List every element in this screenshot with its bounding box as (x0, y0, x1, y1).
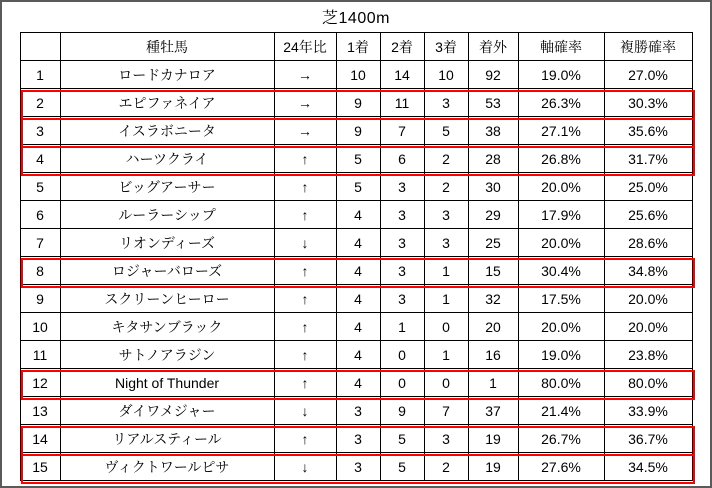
third-place-count: 2 (424, 453, 468, 481)
outside-count: 25 (468, 229, 518, 257)
stallion-name: イスラボニータ (60, 117, 274, 145)
table-header (20, 33, 692, 61)
row-index: 11 (20, 341, 60, 369)
first-place-count: 4 (336, 285, 380, 313)
yoy-trend-arrow: ↑ (274, 369, 336, 397)
yoy-trend-arrow: ↑ (274, 173, 336, 201)
stallion-name: サトノアラジン (60, 341, 274, 369)
yoy-trend-arrow: ↑ (274, 313, 336, 341)
row-index: 8 (20, 257, 60, 285)
header-row (20, 33, 692, 61)
second-place-count: 3 (380, 201, 424, 229)
third-place-count: 3 (424, 89, 468, 117)
axis-rate: 20.0% (518, 313, 604, 341)
table-row (20, 201, 692, 229)
third-place-count: 1 (424, 341, 468, 369)
third-place-count: 1 (424, 257, 468, 285)
axis-rate: 20.0% (518, 173, 604, 201)
yoy-trend-arrow: → (274, 89, 336, 117)
yoy-trend-arrow: ↑ (274, 425, 336, 453)
stallion-name: リオンディーズ (60, 229, 274, 257)
row-index: 2 (20, 89, 60, 117)
axis-rate: 27.6% (518, 453, 604, 481)
second-place-count: 6 (380, 145, 424, 173)
row-index: 13 (20, 397, 60, 425)
place-rate: 33.9% (604, 397, 692, 425)
row-index: 7 (20, 229, 60, 257)
table-row (20, 117, 692, 145)
place-rate: 28.6% (604, 229, 692, 257)
first-place-count: 4 (336, 201, 380, 229)
axis-rate: 17.9% (518, 201, 604, 229)
first-place-count: 4 (336, 229, 380, 257)
header-cell-index (20, 33, 60, 61)
place-rate: 27.0% (604, 61, 692, 89)
table-row (20, 89, 692, 117)
outside-count: 92 (468, 61, 518, 89)
first-place-count: 4 (336, 369, 380, 397)
row-index: 10 (20, 313, 60, 341)
yoy-trend-arrow: ↑ (274, 201, 336, 229)
row-index: 1 (20, 61, 60, 89)
axis-rate: 30.4% (518, 257, 604, 285)
yoy-trend-arrow: ↑ (274, 341, 336, 369)
place-rate: 25.0% (604, 173, 692, 201)
table-row (20, 229, 692, 257)
place-rate: 34.5% (604, 453, 692, 481)
header-cell-place-rate: 複勝確率 (604, 33, 692, 61)
first-place-count: 10 (336, 61, 380, 89)
row-index: 4 (20, 145, 60, 173)
yoy-trend-arrow: ↑ (274, 285, 336, 313)
third-place-count: 0 (424, 369, 468, 397)
axis-rate: 19.0% (518, 341, 604, 369)
outside-count: 15 (468, 257, 518, 285)
axis-rate: 21.4% (518, 397, 604, 425)
outside-count: 19 (468, 453, 518, 481)
second-place-count: 11 (380, 89, 424, 117)
outside-count: 20 (468, 313, 518, 341)
first-place-count: 4 (336, 341, 380, 369)
yoy-trend-arrow: ↓ (274, 453, 336, 481)
outside-count: 16 (468, 341, 518, 369)
stallion-name: ルーラーシップ (60, 201, 274, 229)
row-index: 9 (20, 285, 60, 313)
table-row (20, 425, 692, 453)
row-index: 6 (20, 201, 60, 229)
table-row (20, 61, 692, 89)
third-place-count: 7 (424, 397, 468, 425)
stallion-name: ヴィクトワールピサ (60, 453, 274, 481)
first-place-count: 9 (336, 89, 380, 117)
third-place-count: 1 (424, 285, 468, 313)
outside-count: 29 (468, 201, 518, 229)
yoy-trend-arrow: ↓ (274, 397, 336, 425)
first-place-count: 3 (336, 453, 380, 481)
outside-count: 28 (468, 145, 518, 173)
first-place-count: 9 (336, 117, 380, 145)
second-place-count: 3 (380, 285, 424, 313)
second-place-count: 1 (380, 313, 424, 341)
outside-count: 19 (468, 425, 518, 453)
axis-rate: 19.0% (518, 61, 604, 89)
axis-rate: 80.0% (518, 369, 604, 397)
place-rate: 31.7% (604, 145, 692, 173)
stallion-name: エピファネイア (60, 89, 274, 117)
stallion-name: ロードカナロア (60, 61, 274, 89)
third-place-count: 2 (424, 173, 468, 201)
axis-rate: 26.3% (518, 89, 604, 117)
header-cell-yoy: 24年比 (274, 33, 336, 61)
outside-count: 53 (468, 89, 518, 117)
table-row (20, 173, 692, 201)
table-body (20, 61, 692, 481)
yoy-trend-arrow: ↑ (274, 145, 336, 173)
third-place-count: 5 (424, 117, 468, 145)
axis-rate: 26.8% (518, 145, 604, 173)
header-cell-third: 3着 (424, 33, 468, 61)
place-rate: 23.8% (604, 341, 692, 369)
row-index: 5 (20, 173, 60, 201)
second-place-count: 5 (380, 425, 424, 453)
place-rate: 30.3% (604, 89, 692, 117)
first-place-count: 5 (336, 173, 380, 201)
third-place-count: 3 (424, 229, 468, 257)
yoy-trend-arrow: ↑ (274, 257, 336, 285)
first-place-count: 3 (336, 425, 380, 453)
table-row (20, 341, 692, 369)
row-index: 14 (20, 425, 60, 453)
header-cell-second: 2着 (380, 33, 424, 61)
stallion-stats-table (20, 32, 693, 481)
outside-count: 32 (468, 285, 518, 313)
table-row (20, 145, 692, 173)
second-place-count: 3 (380, 257, 424, 285)
stallion-name: Night of Thunder (60, 369, 274, 397)
header-cell-first: 1着 (336, 33, 380, 61)
header-cell-stallion: 種牡馬 (60, 33, 274, 61)
yoy-trend-arrow: → (274, 117, 336, 145)
stallion-name: ビッグアーサー (60, 173, 274, 201)
third-place-count: 3 (424, 201, 468, 229)
row-index: 12 (20, 369, 60, 397)
outside-count: 38 (468, 117, 518, 145)
second-place-count: 3 (380, 229, 424, 257)
second-place-count: 5 (380, 453, 424, 481)
axis-rate: 26.7% (518, 425, 604, 453)
table-row (20, 257, 692, 285)
third-place-count: 0 (424, 313, 468, 341)
second-place-count: 7 (380, 117, 424, 145)
stallion-name: キタサンブラック (60, 313, 274, 341)
third-place-count: 2 (424, 145, 468, 173)
header-cell-axis-rate: 軸確率 (518, 33, 604, 61)
third-place-count: 10 (424, 61, 468, 89)
first-place-count: 3 (336, 397, 380, 425)
place-rate: 36.7% (604, 425, 692, 453)
place-rate: 20.0% (604, 313, 692, 341)
place-rate: 34.8% (604, 257, 692, 285)
first-place-count: 5 (336, 145, 380, 173)
second-place-count: 14 (380, 61, 424, 89)
place-rate: 35.6% (604, 117, 692, 145)
first-place-count: 4 (336, 313, 380, 341)
row-index: 15 (20, 453, 60, 481)
header-cell-outside: 着外 (468, 33, 518, 61)
second-place-count: 0 (380, 369, 424, 397)
axis-rate: 20.0% (518, 229, 604, 257)
table-row (20, 453, 692, 481)
table-row (20, 313, 692, 341)
second-place-count: 3 (380, 173, 424, 201)
yoy-trend-arrow: ↓ (274, 229, 336, 257)
page-title: 芝1400m (322, 10, 390, 27)
third-place-count: 3 (424, 425, 468, 453)
axis-rate: 27.1% (518, 117, 604, 145)
place-rate: 80.0% (604, 369, 692, 397)
row-index: 3 (20, 117, 60, 145)
second-place-count: 9 (380, 397, 424, 425)
table-row (20, 397, 692, 425)
place-rate: 25.6% (604, 201, 692, 229)
outside-count: 30 (468, 173, 518, 201)
stallion-name: スクリーンヒーロー (60, 285, 274, 313)
stallion-name: ロジャーバローズ (60, 257, 274, 285)
yoy-trend-arrow: → (274, 61, 336, 89)
stallion-name: ハーツクライ (60, 145, 274, 173)
first-place-count: 4 (336, 257, 380, 285)
stallion-name: リアルスティール (60, 425, 274, 453)
second-place-count: 0 (380, 341, 424, 369)
table-row (20, 369, 692, 397)
place-rate: 20.0% (604, 285, 692, 313)
table-row (20, 285, 692, 313)
outside-count: 1 (468, 369, 518, 397)
outside-count: 37 (468, 397, 518, 425)
stallion-name: ダイワメジャー (60, 397, 274, 425)
axis-rate: 17.5% (518, 285, 604, 313)
